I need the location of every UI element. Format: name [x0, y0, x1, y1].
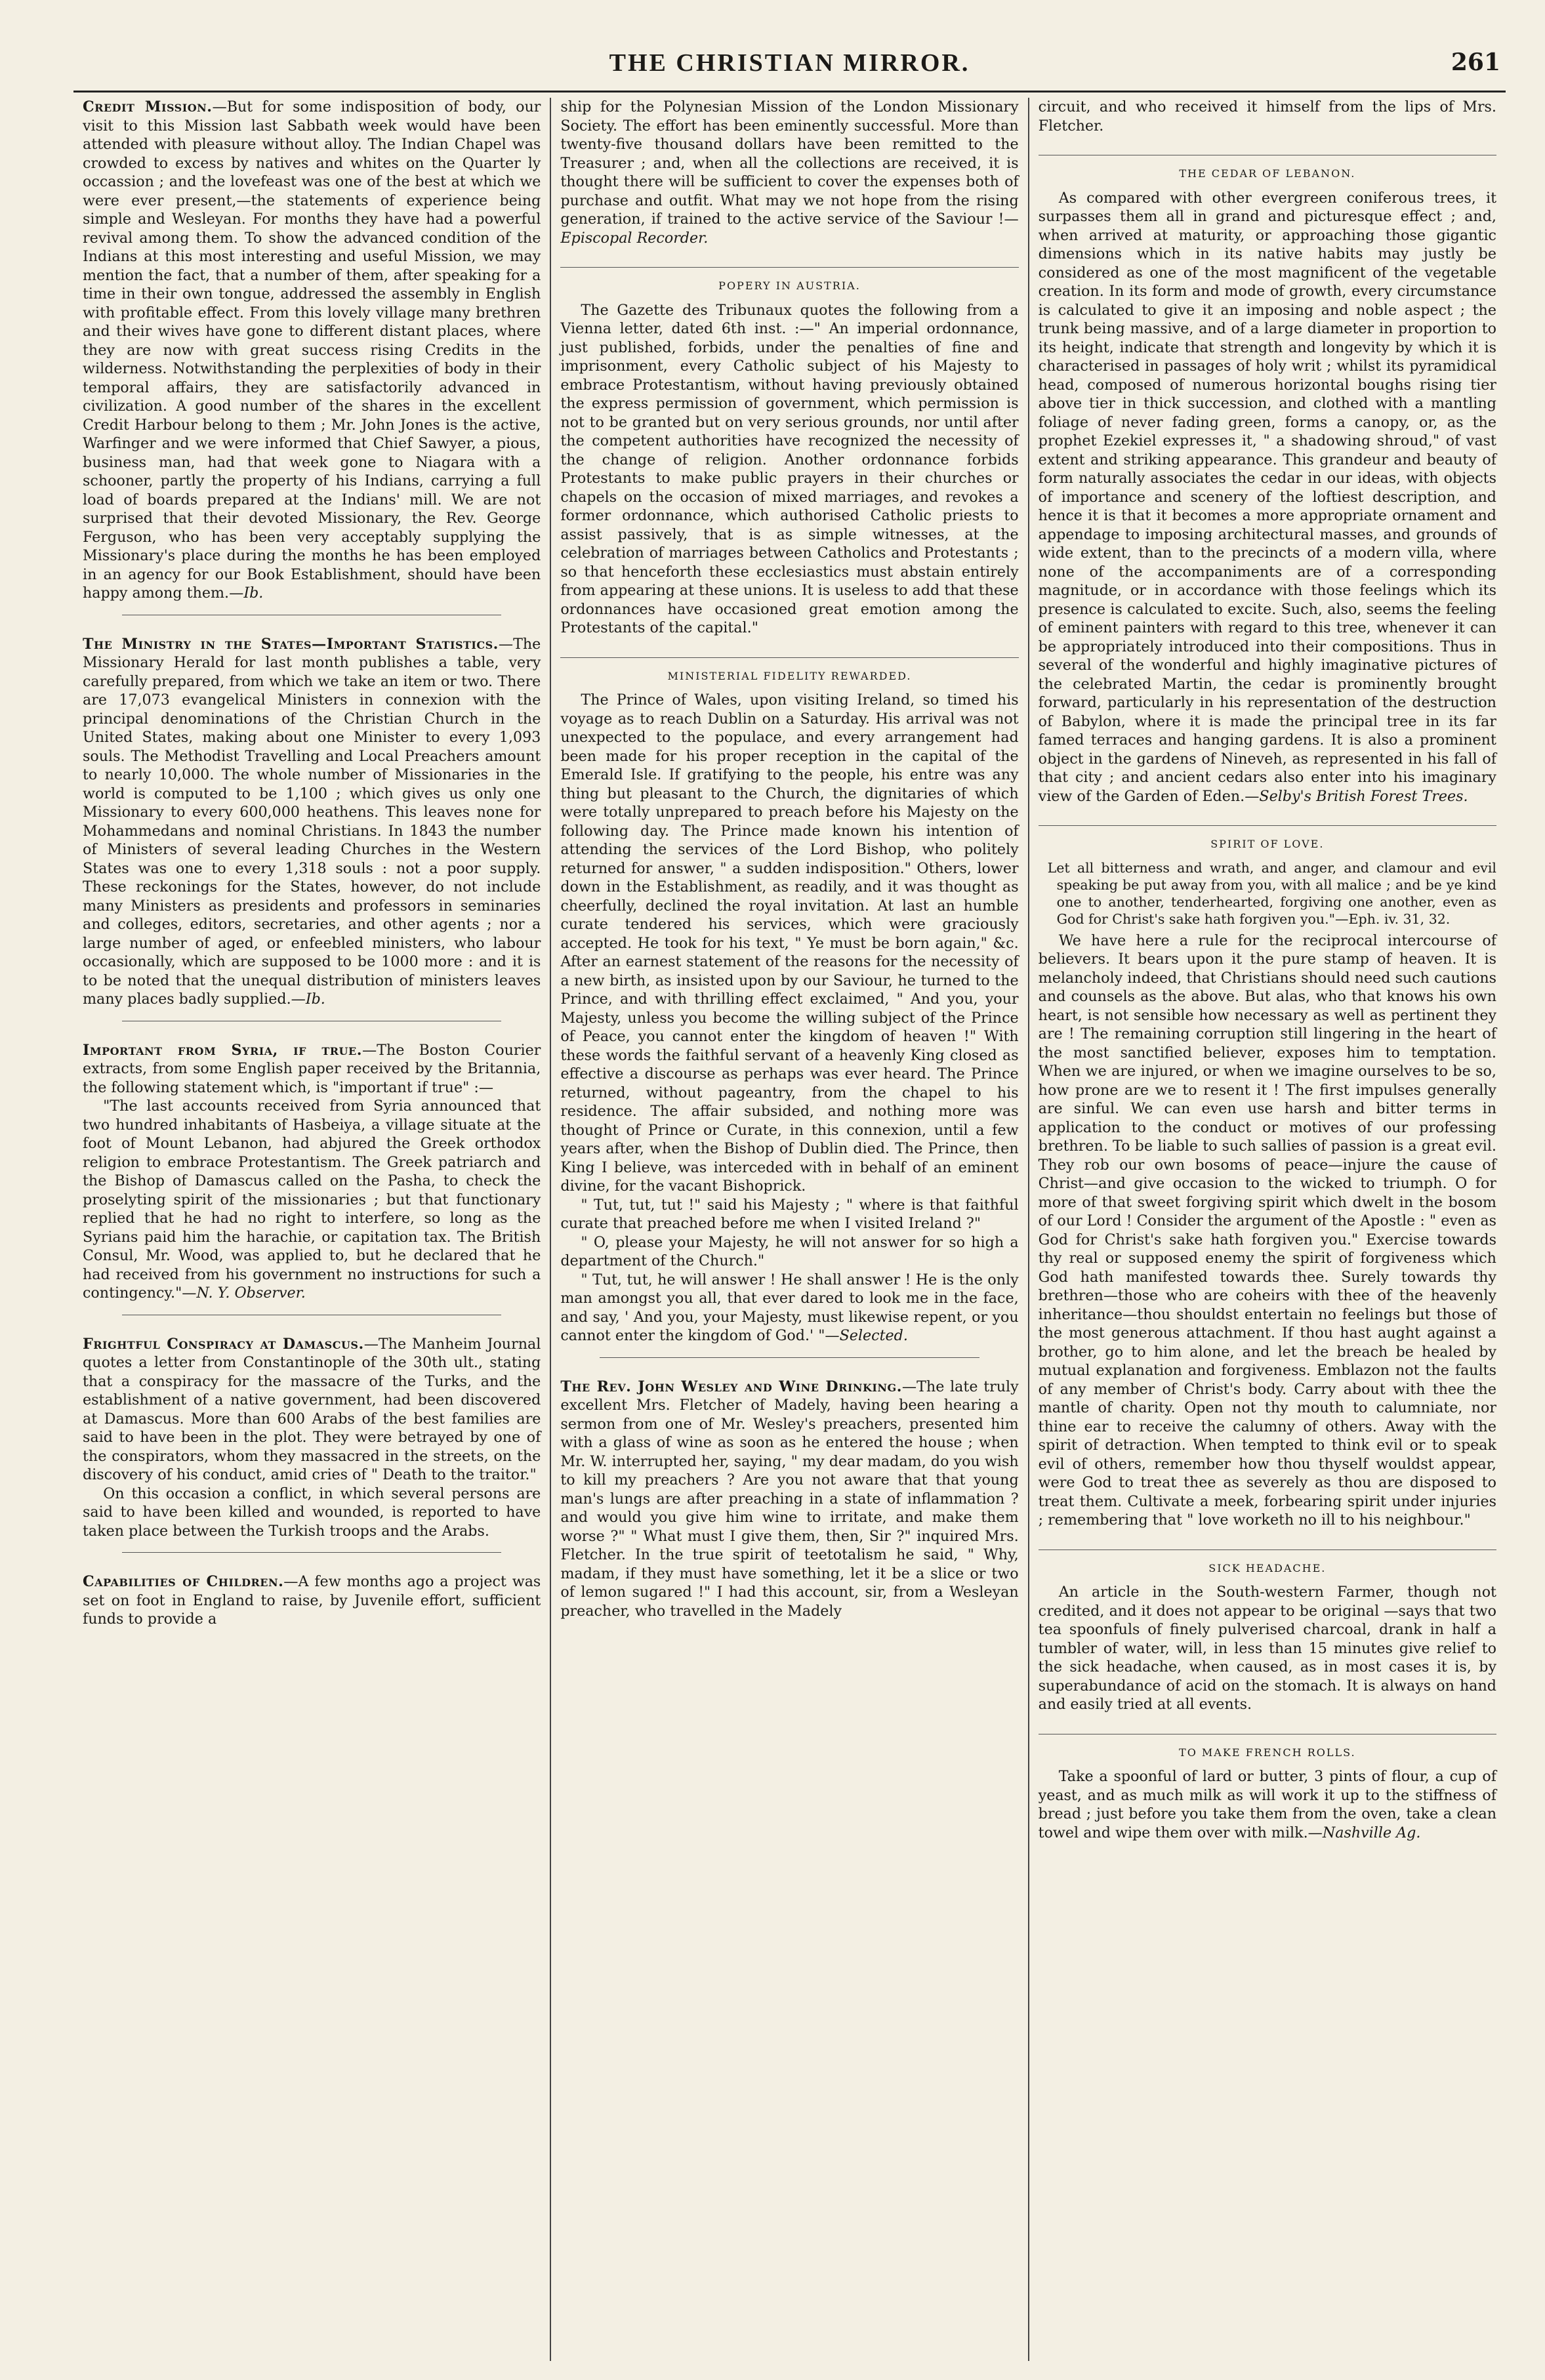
article-lead: Capabilities of Children.	[83, 1573, 284, 1590]
article-lead: Frightful Conspiracy at Damascus.	[83, 1335, 364, 1353]
article-lead: The Rev. John Wesley and Wine Drinking.	[560, 1378, 902, 1395]
article-quote: "The last accounts received from Syria announced that two hundred inhabitants of Hasbeiya, a village situate at the foot of Mount Lebanon, had abjured the Greek orthodox religion to embrace Protestantism. The Greek patriarch and the Bishop of Damascus called on the Pasha, to check the proselyting spirit of the missionaries ; but that functionary replied that he had no right to interfere, so long as the Syrians paid him the harachie, or capitation tax. The British Consul, Mr. Wood, was applied to, but he declared that he had received from his government no instructions for such a contingency."—	[83, 1098, 541, 1302]
article-heading: MINISTERIAL FIDELITY REWARDED.	[560, 657, 1018, 686]
article-source: Episcopal Recorder.	[560, 229, 709, 247]
column-1	[73, 98, 550, 2361]
article-body: As compared with other evergreen coniferous trees, it surpasses them all in grand and picturesque effect ; and, when arrived at maturity, or approaching those gigantic dimensions which in its native habits may justly be considered as one of the most magnificent of the vegetable creation. In its form and mode of growth, every circumstance is calculated to give it an imposing and noble aspect ; the trunk being massive, and of a large diameter in proportion to its height, indicate that strength and longevity by which it is characterised in passages of holy writ ; whilst its pyramidical head, composed of numerous horizontal boughs rising tier above tier in thick succession, and clothed with a mantling foliage of never fading green, forms a canopy, or, as the prophet Ezekiel expresses it, " a shadowing shroud," of vast extent and striking appearance. This grandeur and beauty of form naturally associates the cedar in our ideas, with objects of importance and scenery of the loftiest description, and hence it is that it becomes a more appropriate ornament and appendage to imposing architectural masses, and grounds of wide extent, than to the precincts of a modern villa, where none of the accompaniments are of a corresponding magnitude, or in accordance with those feelings which its presence is calculated to excite. Such, also, seems the feeling of eminent painters with regard to this tree, whenever it can be appropriately introduced into their compositions. Thus in several of the wonderful and highly imaginative pictures of the celebrated Martin, the cedar is prominently brought forward, particularly in his representation of the destruction of Babylon, where it is made the principal tree in its far famed terraces and hanging gardens. It is also a prominent object in the gardens of Nineveh, as represented in his fall of that city ; and ancient cedars also enter into his imaginary view of the Garden of Eden.—	[1038, 189, 1496, 805]
page-header	[73, 39, 1506, 92]
article-source: Ib.	[243, 585, 264, 602]
article-source: Selected.	[839, 1327, 908, 1344]
article-fidelity	[560, 657, 1018, 1345]
columns	[73, 98, 1506, 2361]
article-body: " Tut, tut, tut !" said his Majesty ; " where is that faithful curate that preached before me when I visited Ireland ?"	[560, 1196, 1019, 1232]
article-circuit	[1039, 98, 1496, 135]
article-source: N. Y. Observer.	[196, 1284, 306, 1302]
article-heading: SICK HEADACHE.	[1039, 1549, 1496, 1578]
article-body: circuit, and who received it himself from the lips of Mrs. Fletcher.	[1038, 98, 1496, 134]
article-lead: Credit Mission.	[83, 98, 213, 115]
article-children	[83, 1572, 541, 1629]
article-body: An article in the South-western Farmer, though not credited, and it does not appear to be original —says that two tea spoonfuls of finely pulverised charcoal, drank in half a tumbler of water, will, in less than 15 minutes give relief to the sick headache, when caused, as in most cases it is, by superabundance of acid on the stomach. It is always on hand and easily tried at all events.	[1038, 1584, 1496, 1713]
article-body: —The Boston Courier extracts, from some English paper received by the Britannia, the following statement which, is "important if true" :—	[83, 1041, 541, 1096]
article-popery	[560, 267, 1018, 638]
article-conspiracy	[83, 1335, 541, 1541]
article-body: We have here a rule for the reciprocal intercourse of believers. It bears upon it the pure stamp of heaven. It is melancholy indeed, that Christians should need such cautions and counsels as the above. But alas, who that knows his own heart, is not sensible how necessary as well as pertinent they are ! The remaining corruption still lingering in the heart of the most sanctified believer, exposes him to temptation. When we are injured, or when we imagine ourselves to be so, how prone are we to resent it ! The first impulses generally are sinful. We can even use harsh and bitter terms in application to the conduct or motives of our professing brethren. To be liable to such sallies of passion is a great evil. They rob our own bosoms of peace—injure the cause of Christ—and give occasion to the wicked to triumph. O for more of that sweet forgiving spirit which dwelt in the bosom of our Lord ! Consider the argument of the Apostle : " even as God for Christ's sake hath forgiven you." Exercise towards thy real or supposed enemy the spirit of forgiveness which God hath manifested towards thee. Surely towards thy brethren—those who are coheirs with thee of the heavenly inheritance—thou shouldst entertain no feelings but those of the most generous attachment. If thou hast aught against a brother, go to him alone, and let the breach be healed by mutual explanation and forgiveness. Emblazon not the faults of any member of Christ's body. Carry about with thee the mantle of charity. Open not thy mouth to calumniate, nor thine ear to receive the calumny of others. Away with the spirit of detraction. When tempted to think evil or to speak evil of others, remember how thou thyself wouldst appear, were God to treat thee as severely as thou are disposed to treat them. Cultivate a meek, forbearing spirit under injuries ; remembering that " love worketh no ill to his neighbour."	[1038, 932, 1496, 1529]
article-source: Selby's British Forest Trees.	[1259, 787, 1468, 805]
article-wesley	[560, 1378, 1018, 1621]
article-body: The Prince of Wales, upon visiting Ireland, so timed his voyage as to reach Dublin on a Saturday. His arrival was not unexpected to the populace, and every arrangement had been made for his proper reception in the capital of the Emerald Isle. If gratifying to the people, his entre was any thing but pleasant to the Church, the dignitaries of which were totally unprepared to preach before his Majesty on the following day. The Prince made known his intention of attending the services of the Lord Bishop, who politely returned for answer, " a sudden indisposition." Others, lower down in the Establishment, as readily, and it was thought as cheerfully, declined the royal invitation. At last an humble curate tendered his services, which were graciously accepted. He took for his text, " Ye must be born again," &c. After an earnest statement of the reasons for the necessity of a new birth, as insisted upon by our Saviour, he turned to the Prince, and with thrilling effect exclaimed, " And you, your Majesty, unless you become the willing subject of the Prince of Peace, you cannot enter the kingdom of heaven !" With these words the faithful servant of a heavenly King closed as effective a discourse as perhaps was ever heard. The Prince returned, without pageantry, from the chapel to his residence. The affair subsided, and nothing more was thought of Prince or Curate, in this connexion, until a few years after, when the Bishop of Dublin died. The Prince, then King I believe, was interceded with in behalf of an eminent divine, for the vacant Bishoprick.	[560, 691, 1019, 1195]
article-lead: The Ministry in the States—Important Statistics.	[83, 635, 499, 653]
article-source: Nashville Ag.	[1322, 1824, 1421, 1841]
article-body: —The Missionary Herald for last month publishes a table, very carefully prepared, from which we take an item or two. There are 17,073 evangelical Ministers in connexion with the principal denominations of the Christian Church in the United States, making about one Minister to every 1,093 souls. The Methodist Travelling and Local Preachers amount to nearly 10,000. The whole number of Missionaries in the world is computed to be 1,100 ; which gives us only one Missionary to every 600,000 heathens. This leaves none for Mohammedans and nominal Christians. In 1843 the number of Ministers of several leading Churches in the Western States was one to every 1,318 souls : not a poor supply. These reckonings for the States, however, do not include many Ministers as presidents and professors in seminaries and colleges, editors, secretaries, and other agents ; nor a large number of aged, or enfeebled ministers, who labour occasionally, which are supposed to be 1000 more : and it is to be noted that the unequal distribution of ministers leaves many places badly supplied.—	[83, 635, 541, 1008]
article-rolls	[1039, 1734, 1496, 1843]
column-3	[1028, 98, 1506, 2361]
article-love	[1039, 825, 1496, 1530]
column-2	[550, 98, 1027, 2361]
article-body: The Gazette des Tribunaux quotes the following from a Vienna letter, dated 6th inst. :—" An imperial ordonnance, just published, forbids, under the penalties of fine and imprisonment, every Catholic subject of his Majesty to embrace Protestantism, without having previously obtained the express permission of government, which permission is not to be granted but on very serious grounds, nor until after the competent authorities have recognized the necessity of the change of religion. Another ordonnance forbids Protestants to make public prayers in their churches or chapels on the occasion of mixed marriages, and revokes a former ordonnance, which authorised Catholic priests to assist passively, that is as simple witnesses, at the celebration of marriages between Catholics and Protestants ; so that henceforth these ecclesiastics must abstain entirely from appearing at these unions. It is useless to add that these ordonnances have occasioned great emotion among the Protestants of the capital."	[560, 301, 1019, 636]
article-cedar	[1039, 155, 1496, 806]
article-ship	[560, 98, 1018, 247]
article-heading: SPIRIT OF LOVE.	[1039, 825, 1496, 854]
article-syria	[83, 1041, 541, 1303]
masthead-title: THE CHRISTIAN MIRROR.	[609, 49, 970, 77]
article-source: Ib.	[305, 991, 325, 1008]
divider	[122, 1552, 501, 1553]
article-body: On this occasion a conflict, in which several persons are said to have been killed and wounded, is reported to have taken place between the Turkish troops and the Arabs.	[83, 1485, 541, 1540]
scripture-quote: Let all bitterness and wrath, and anger, and clamour and evil speaking be put away from you, with all malice ; and be ye kind one to another, tenderhearted, forgiving one another, even as God for Christ's sake hath forgiven you."—Eph. iv. 31, 32.	[1047, 859, 1496, 927]
article-heading: POPERY IN AUSTRIA.	[560, 267, 1018, 296]
article-body: —The Manheim Journal quotes a letter from Constantinople of the 30th ult., stating that a conspiracy for the massacre of the Turks, and the establishment of a native government, had been discovered at Damascus. More than 600 Arabs of the best families are said to have been in the plot. They were betrayed by one of the conspirators, whom they massacred in the streets, on the discovery of his conduct, amid cries of " Death to the traitor."	[83, 1335, 541, 1483]
article-heading: TO MAKE FRENCH ROLLS.	[1039, 1734, 1496, 1763]
article-lead: Important from Syria, if true.	[83, 1041, 362, 1059]
article-heading: THE CEDAR OF LEBANON.	[1039, 155, 1496, 184]
article-body: Take a spoonful of lard or butter, 3 pints of flour, a cup of yeast, and as much milk as will work it up to the stiffness of bread ; just before you take them from the oven, take a clean towel and wipe them over with milk.—	[1038, 1768, 1496, 1841]
article-body: " Tut, tut, he will answer ! He shall answer ! He is the only man amongst you all, that ever dared to look me in the face, and say, ' And you, your Majesty, must likewise repent, or you cannot enter the kingdom of God.' "—	[560, 1271, 1019, 1344]
article-body: —A few months ago a project was set on foot in England to raise, by Juvenile effort, sufficient funds to provide a	[83, 1573, 541, 1628]
article-body: —But for some indisposition of body, our visit to this Mission last Sabbath week would have been attended with pleasure without alloy. The Indian Chapel was crowded to excess by natives and whites on the Quarter ly occassion ; and the lovefeast was one of the best at which we were ever present,—the statements of experience being simple and Wesleyan. For months they have had a powerful revival among them. To show the advanced condition of the Indians at this most interesting and useful Mission, we may mention the fact, that a number of them, after speaking for a time in their own tongue, addressed the assembly in English with profitable effect. From this lovely village many brethren and their wives have gone to different distant places, where they are now with great success rising Credits in the wilderness. Notwithstanding the perplexities of body in their temporal affairs, they are satisfactorily advanced in civilization. A good number of the shares in the excellent Credit Harbour belong to them ; Mr. John Jones is the active, Warfinger and we were informed that Chief Sawyer, a pious, business man, had that week gone to Niagara with a schooner, partly the property of his Indians, carrying a full load of boards prepared at the Indians' mill. We are not surprised that their devoted Missionary, the Rev. George Ferguson, who has been very acceptably supplying the Missionary's place during the months he has been employed in an agency for our Book Establishment, should have been happy among them.—	[83, 98, 541, 602]
article-ministry	[83, 635, 541, 1009]
article-headache	[1039, 1549, 1496, 1714]
article-credit-mission	[83, 98, 541, 603]
article-body: —The late truly excellent Mrs. Fletcher of Madely, having been hearing a sermon from one of Mr. Wesley's preachers, presented him with a glass of wine as soon as he entered the house ; when Mr. W. interrupted her, saying, " my dear madam, do you wish to kill my preachers ? Are you not aware that that young man's lungs are after preaching in a state of inflammation ? and would you give him wine to irritate, and make them worse ?" " What must I give them, then, Sir ?" inquired Mrs. Fletcher. In the true spirit of teetotalism he said, " Why, madam, if they must have something, let it be a slice or two of lemon sugared !" I had this account, sir, from a Wesleyan preacher, who travelled in the Madely	[560, 1378, 1019, 1620]
page-number: 261	[1451, 49, 1500, 76]
divider	[600, 1357, 979, 1358]
article-body: ship for the Polynesian Mission of the London Missionary Society. The effort has been eminently successful. More than twenty-five thousand dollars have been remitted to the Treasurer ; and, when all the collections are received, it is thought there will be sufficient to cover the expenses both of purchase and outfit. What may we not hope from the rising generation, if trained to the active service of the Saviour !—	[560, 98, 1019, 228]
article-body: " O, please your Majesty, he will not answer for so high a department of the Church."	[560, 1233, 1019, 1269]
